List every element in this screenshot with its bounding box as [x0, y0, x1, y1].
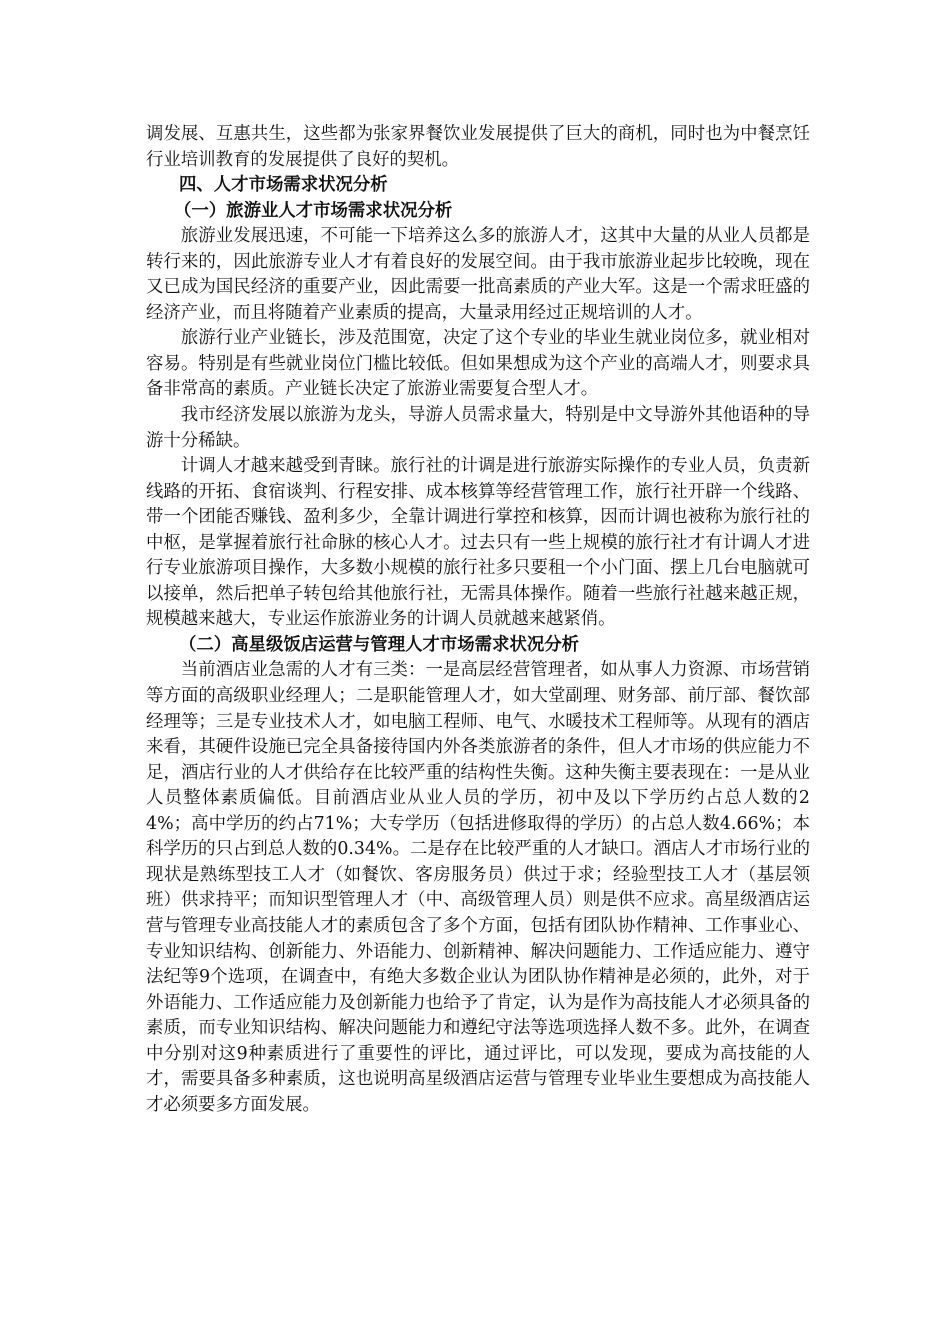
subsection-heading-tourism: （一）旅游业人才市场需求状况分析 — [174, 200, 453, 221]
intro-paragraph: 调发展、互惠共生，这些都为张家界餐饮业发展提供了巨大的商机，同时也为中餐烹饪行业培训教育的发展提供了良好的契机。 — [146, 124, 810, 170]
subsection-heading-hotel: （二）高星级饭店运营与管理人才市场需求状况分析 — [179, 634, 579, 655]
document-body — [146, 122, 810, 1118]
tourism-paragraph-2: 旅游行业产业链长，涉及范围宽，决定了这个专业的毕业生就业岗位多，就业相对容易。特别是有些就业岗位门槛比较低。但如果想成为这个产业的高端人才，则要求具备非常高的素质。产业链长决定了旅游业需要复合型人才。 — [146, 328, 810, 400]
section-heading: 四、人才市场需求状况分析 — [179, 175, 388, 196]
tourism-paragraph-1: 旅游业发展迅速，不可能一下培养这么多的旅游人才，这其中大量的从业人员都是转行来的，因此旅游专业人才有着良好的发展空间。由于我市旅游业起步比较晚，现在又已成为国民经济的重要产业，因此需要一批高素质的产业大军。这是一个需求旺盛的经济产业，而且将随着产业素质的提高，大量录用经过正规培训的人才。 — [146, 226, 810, 323]
hotel-paragraph-1: 当前酒店业急需的人才有三类：一是高层经营管理者，如从事人力资源、市场营销等方面的高级职业经理人；二是职能管理人才，如大堂副理、财务部、前厅部、餐饮部经理等；三是专业技术人才，如电脑工程师、电气、水暖技术工程师等。从现有的酒店来看，其硬件设施已完全具备接待国内外各类旅游者的条件，但人才市场的供应能力不足，酒店行业的人才供给存在比较严重的结构性失衡。这种失衡主要表现在：一是从业人员整体素质偏低。目前酒店业从业人员的学历，初中及以下学历约占总人数的24%；高中学历的约占71%；大专学历（包括进修取得的学历）的占总人数4.66%；本科学历的只占到总人数的0.34%。二是存在比较严重的人才缺口。酒店人才市场行业的现状是熟练型技工人才（如餐饮、客房服务员）供过于求；经验型技工人才（基层领班）供求持平；而知识型管理人才（中、高级管理人员）则是供不应求。高星级酒店运营与管理专业高技能人才的素质包含了多个方面，包括有团队协作精神、工作事业心、专业知识结构、创新能力、外语能力、创新精神、解决问题能力、工作适应能力、遵守法纪等9个选项，在调查中，有绝大多数企业认为团队协作精神是必须的，此外，对于外语能力、工作适应能力及创新能力也给予了肯定，认为是作为高技能人才必须具备的素质，而专业知识结构、解决问题能力和遵纪守法等选项选择人数不多。此外，在调查中分别对这9种素质进行了重要性的评比，通过评比，可以发现，要成为高技能的人才，需要具备多种素质，这也说明高星级酒店运营与管理专业毕业生要想成为高技能人才必须要多方面发展。 — [146, 660, 810, 1115]
tourism-paragraph-4: 计调人才越来越受到青睐。旅行社的计调是进行旅游实际操作的专业人员，负责新线路的开拓、食宿谈判、行程安排、成本核算等经营管理工作，旅行社开辟一个线路、带一个团能否赚钱、盈利多少，全靠计调进行掌控和核算，因而计调也被称为旅行社的中枢，是掌握着旅行社命脉的核心人才。过去只有一些上规模的旅行社才有计调人才进行专业旅游项目操作，大多数小规模的旅行社多只要租一个小门面、摆上几台电脑就可以接单，然后把单子转包给其他旅行社，无需具体操作。随着一些旅行社越来越正规，规模越来越大，专业运作旅游业务的计调人员就越来越紧俏。 — [146, 456, 810, 630]
tourism-paragraph-3: 我市经济发展以旅游为龙头，导游人员需求量大，特别是中文导游外其他语种的导游十分稀缺。 — [146, 405, 810, 451]
